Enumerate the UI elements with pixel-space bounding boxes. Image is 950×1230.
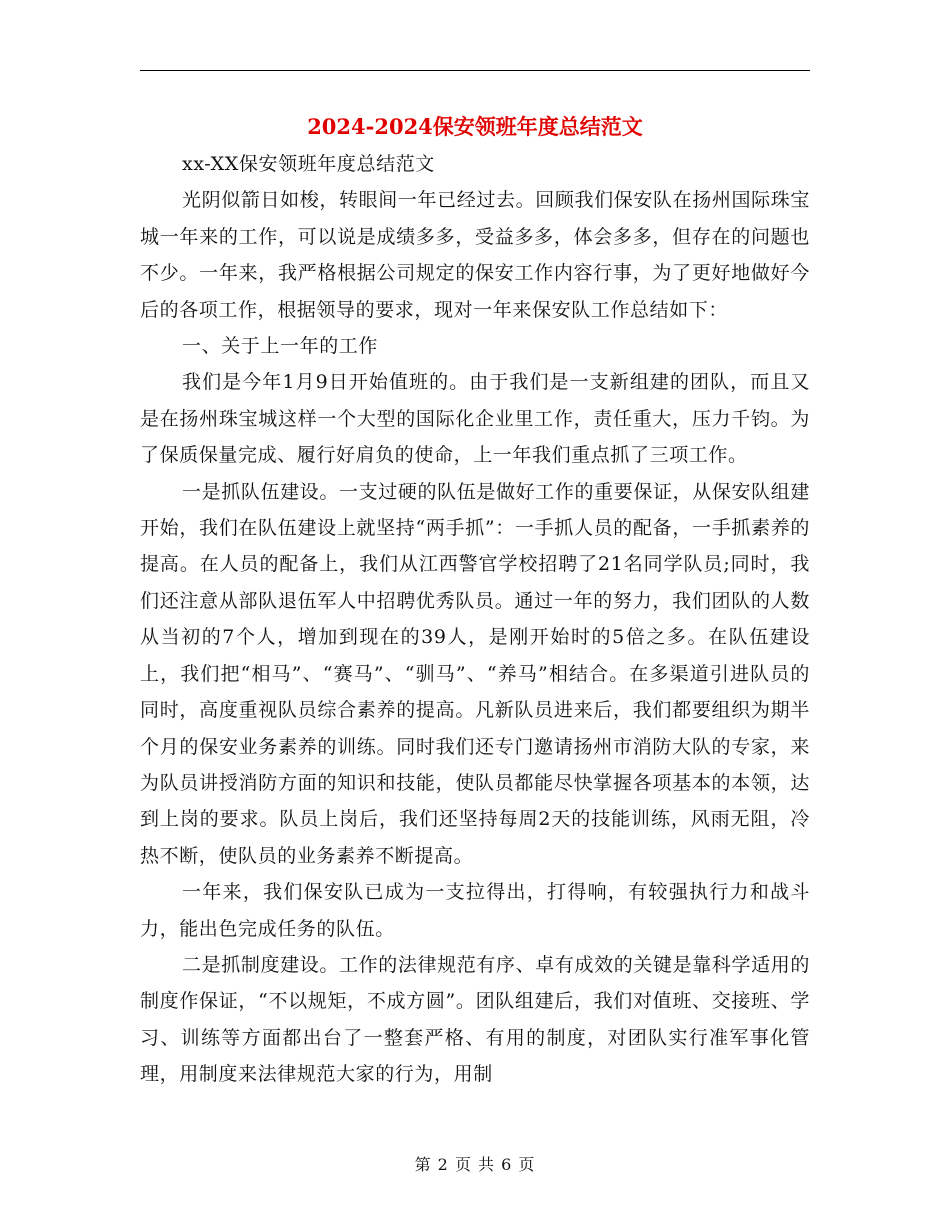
header-rule — [140, 70, 810, 71]
body-paragraph: 我们是今年1月9日开始值班的。由于我们是一支新组建的团队，而且又是在扬州珠宝城这样一个大型的国际化企业里工作，责任重大，压力千钧。为了保质保量完成、履行好肩负的使命，上一年我们重点抓了三项工作。 — [140, 371, 810, 467]
body-paragraph: 二是抓制度建设。工作的法律规范有序、卓有成效的关键是靠科学适用的制度作保证，“不以规矩，不成方圆”。团队组建后，我们对值班、交接班、学习、训练等方面都出台了一整套严格、有用的制度，对团队实行准军事化管理，用制度来法律规范大家的行为，用制 — [140, 953, 810, 1086]
document-title: 2024-2024保安领班年度总结范文 — [307, 114, 643, 139]
subtitle-paragraph: xx-XX保安领班年度总结范文 — [182, 153, 435, 175]
intro-paragraph: 光阴似箭日如梭，转眼间一年已经过去。回顾我们保安队在扬州国际珠宝城一年来的工作，可以说是成绩多多，受益多多，体会多多，但存在的问题也不少。一年来，我严格根据公司规定的保安工作内容行事，为了更好地做好今后的各项工作，根据领导的要求，现对一年来保安队工作总结如下： — [140, 189, 810, 321]
body-paragraph: 一年来，我们保安队已成为一支拉得出，打得响，有较强执行力和战斗力，能出色完成任务的队伍。 — [140, 881, 810, 940]
document-body — [140, 146, 810, 1093]
body-paragraph: 一是抓队伍建设。一支过硬的队伍是做好工作的重要保证，从保安队组建开始，我们在队伍建设上就坚持“两手抓”：一手抓人员的配备，一手抓素养的提高。在人员的配备上，我们从江西警官学校招聘了21名同学队员;同时，我们还注意从部队退伍军人中招聘优秀队员。通过一年的努力，我们团队的人数从当初的7个人，增加到现在的39人，是刚开始时的5倍之多。在队伍建设上，我们把“相马”、“赛马”、“驯马”、“养马”相结合。在多渠道引进队员的同时，高度重视队员综合素养的提高。凡新队员进来后，我们都要组织为期半个月的保安业务素养的训练。同时我们还专门邀请扬州市消防大队的专家，来为队员讲授消防方面的知识和技能，使队员都能尽快掌握各项基本的本领，达到上岗的要求。队员上岗后，我们还坚持每周2天的技能训练，风雨无阻，冷热不断，使队员的业务素养不断提高。 — [140, 480, 810, 867]
section-heading: 一、关于上一年的工作 — [182, 335, 379, 358]
page-number: 第 2 页 共 6 页 — [414, 1155, 536, 1174]
